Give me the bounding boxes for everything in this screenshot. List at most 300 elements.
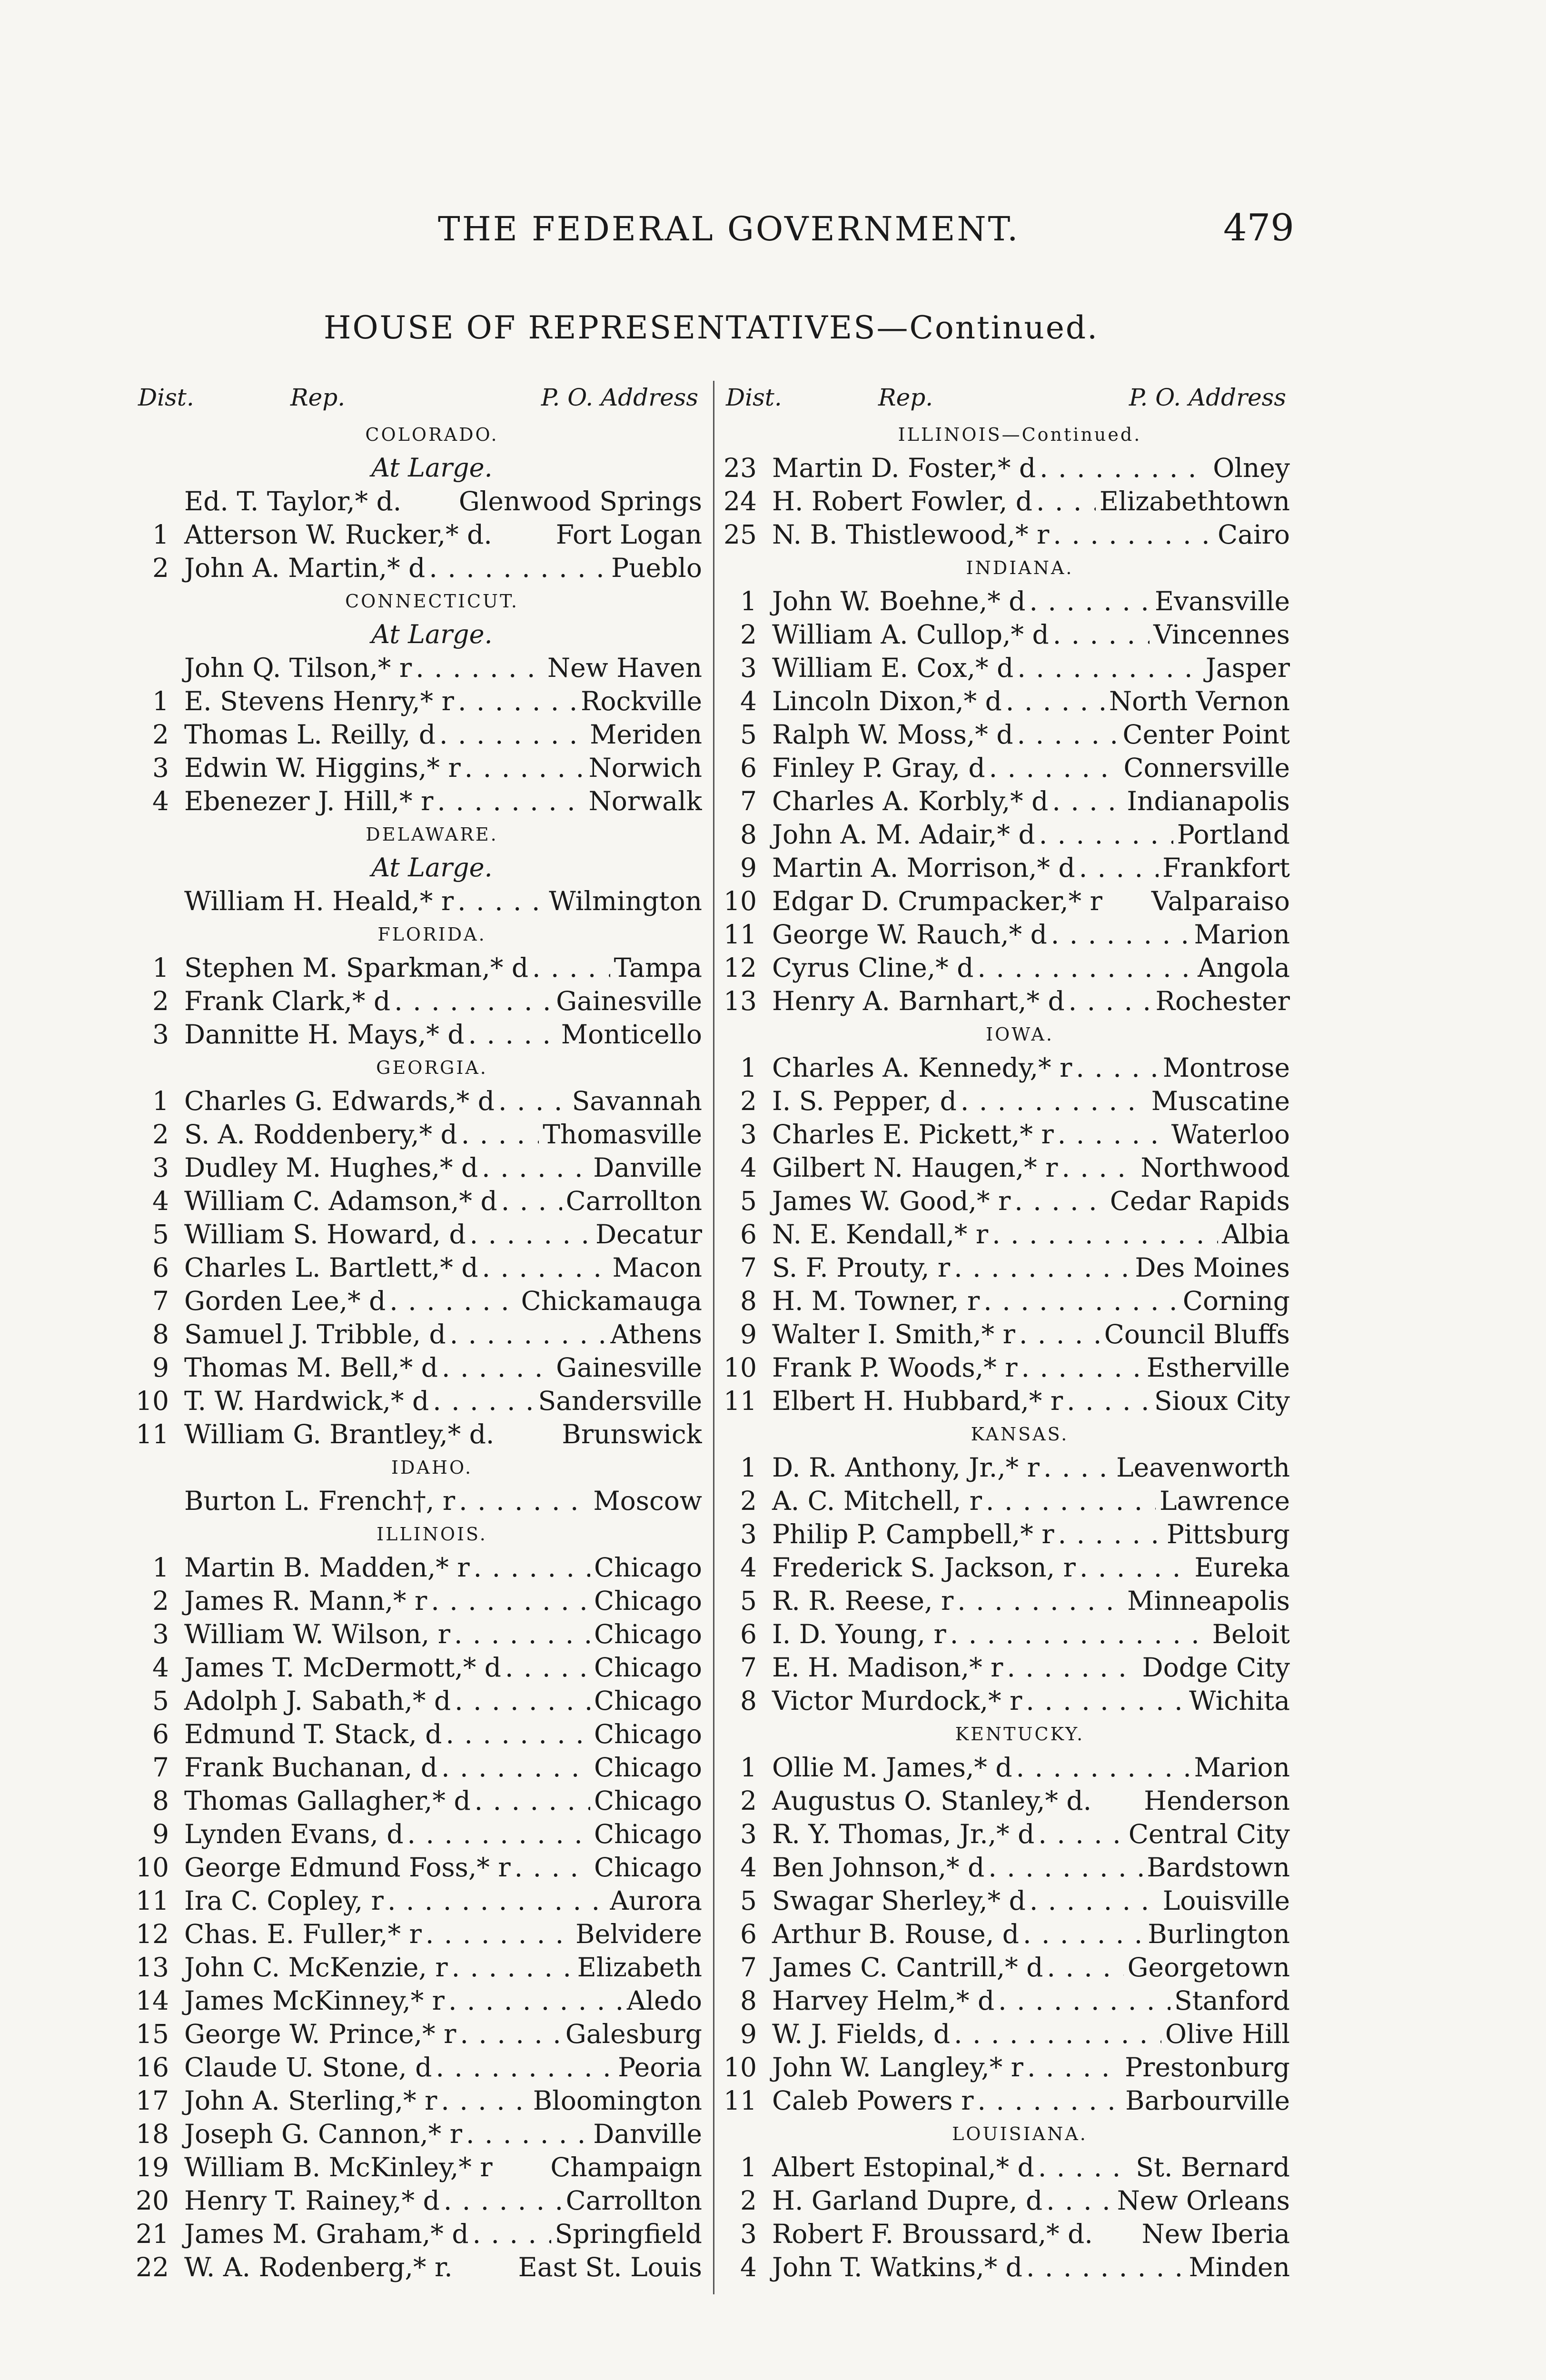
representative-row xyxy=(133,2217,702,2251)
representative-name: John A. Sterling,* r xyxy=(184,2085,437,2116)
representative-row xyxy=(721,2184,1290,2217)
representative-row xyxy=(133,984,702,1018)
representative-name: Elbert H. Hubbard,* r xyxy=(772,1386,1063,1416)
district-number: 12 xyxy=(723,952,757,983)
district-number: 11 xyxy=(723,919,757,950)
right-column xyxy=(721,381,1290,2284)
dot-leader xyxy=(1061,1151,1137,1184)
representative-row xyxy=(133,1118,702,1151)
spacer xyxy=(496,518,552,551)
representative-row xyxy=(721,618,1290,651)
post-office-address: Chicago xyxy=(594,1852,702,1883)
post-office-address: Marion xyxy=(1194,1752,1290,1783)
representative-name: William S. Howard, d xyxy=(184,1219,466,1250)
post-office-address: Danville xyxy=(593,1152,702,1183)
representative-row xyxy=(133,1717,702,1751)
dot-leader xyxy=(498,1084,568,1118)
post-office-address: Aurora xyxy=(610,1885,702,1916)
district-number: 12 xyxy=(136,1919,169,1949)
dot-leader xyxy=(1053,618,1150,651)
post-office-address: Monticello xyxy=(561,1019,702,1050)
post-office-address: Northwood xyxy=(1140,1152,1290,1183)
district-number: 8 xyxy=(740,1286,757,1316)
district-number: 3 xyxy=(740,1519,757,1549)
representative-row xyxy=(133,1318,702,1351)
representative-name: Burton L. French†, r xyxy=(184,1486,456,1516)
post-office-address: Leavenworth xyxy=(1116,1452,1290,1483)
representative-name: Atterson W. Rucker,* d. xyxy=(184,519,492,550)
dot-leader xyxy=(1006,684,1105,718)
dot-leader xyxy=(1053,518,1214,551)
representative-name: Frederick S. Jackson, r xyxy=(772,1552,1076,1583)
district-number: 22 xyxy=(136,2252,169,2282)
spacer xyxy=(1106,884,1148,918)
post-office-address: Rockville xyxy=(580,686,702,716)
district-number: 11 xyxy=(723,1386,757,1416)
representative-name: Ed. T. Taylor,* d. xyxy=(184,486,402,516)
representative-name: Martin D. Foster,* d xyxy=(772,453,1036,483)
district-number: 13 xyxy=(723,986,757,1016)
district-number: 8 xyxy=(740,1985,757,2016)
post-office-address: Chicago xyxy=(594,1719,702,1749)
representative-row xyxy=(133,2251,702,2284)
representative-name: Martin A. Morrison,* d xyxy=(772,853,1075,883)
dot-leader xyxy=(1051,918,1190,951)
dot-leader xyxy=(986,1484,1156,1517)
representative-row xyxy=(721,718,1290,751)
state-heading: KANSAS. xyxy=(971,1424,1069,1445)
district-number: 3 xyxy=(152,1019,169,1050)
district-number xyxy=(133,485,169,518)
dot-leader xyxy=(458,684,577,718)
post-office-address: Henderson xyxy=(1144,1785,1290,1816)
representative-row xyxy=(133,1817,702,1851)
representative-row xyxy=(133,1784,702,1817)
dot-leader xyxy=(1017,651,1202,684)
post-office-address: Minden xyxy=(1189,2252,1290,2282)
dot-leader xyxy=(1023,1917,1144,1951)
representative-row xyxy=(721,1151,1290,1184)
dot-leader xyxy=(1027,2051,1121,2084)
state-heading: DELAWARE. xyxy=(366,824,498,845)
post-office-address: Elizabeth xyxy=(577,1952,702,1983)
district-number: 4 xyxy=(740,1552,757,1583)
representative-name: Adolph J. Sabath,* d xyxy=(184,1686,451,1716)
representative-name: Thomas L. Reilly, d xyxy=(184,719,436,750)
post-office-address: Chickamauga xyxy=(521,1286,702,1316)
representative-row xyxy=(721,984,1290,1018)
representative-row xyxy=(721,485,1290,518)
representative-name: William E. Cox,* d xyxy=(772,653,1014,683)
post-office-address: Gainesville xyxy=(556,1352,702,1383)
district-number: 7 xyxy=(152,1286,169,1316)
post-office-address: Burlington xyxy=(1148,1919,1290,1949)
representative-row xyxy=(133,1984,702,2017)
post-office-address: Rochester xyxy=(1155,986,1290,1016)
district-number: 24 xyxy=(723,486,757,516)
representative-row xyxy=(721,518,1290,551)
post-office-address: Chicago xyxy=(594,1586,702,1616)
representative-name: W. A. Rodenberg,* r. xyxy=(184,2252,453,2282)
representative-name: Albert Estopinal,* d xyxy=(772,2152,1034,2182)
representative-name: I. D. Young, r xyxy=(772,1619,946,1649)
post-office-address: Savannah xyxy=(572,1086,702,1116)
post-office-address: Aledo xyxy=(626,1985,702,2016)
dot-leader xyxy=(1080,1551,1191,1584)
address-header: P. O. Address xyxy=(541,384,698,411)
district-number: 5 xyxy=(740,1885,757,1916)
representative-name: Stephen M. Sparkman,* d xyxy=(184,952,529,983)
representative-name: Dannitte H. Mays,* d xyxy=(184,1019,465,1050)
representative-name: Frank Buchanan, d xyxy=(184,1752,438,1783)
district-number: 1 xyxy=(152,1552,169,1583)
representative-name: W. J. Fields, d xyxy=(772,2019,951,2049)
post-office-address: Wichita xyxy=(1189,1686,1290,1716)
post-office-address: Vincennes xyxy=(1153,619,1290,650)
dot-leader xyxy=(1030,1884,1159,1917)
district-number: 2 xyxy=(740,2185,757,2216)
representative-row xyxy=(721,1617,1290,1651)
representative-row xyxy=(721,1351,1290,1384)
representative-name: D. R. Anthony, Jr.,* r xyxy=(772,1452,1040,1483)
representative-row xyxy=(133,884,702,918)
left-entries xyxy=(133,418,702,2284)
representative-row xyxy=(721,1051,1290,1084)
district-number: 2 xyxy=(740,619,757,650)
representative-row xyxy=(721,1218,1290,1251)
representative-name: John Q. Tilson,* r xyxy=(184,653,412,683)
dot-leader xyxy=(505,1651,590,1684)
post-office-address: Carrollton xyxy=(565,1186,702,1216)
district-number: 3 xyxy=(152,753,169,783)
representative-row xyxy=(133,1284,702,1318)
district-number: 1 xyxy=(740,586,757,616)
representative-name: Lynden Evans, d xyxy=(184,1819,404,1849)
district-number: 6 xyxy=(152,1719,169,1749)
representative-name: Finley P. Gray, d xyxy=(772,753,985,783)
dot-leader xyxy=(416,651,544,684)
district-number: 10 xyxy=(723,1352,757,1383)
dot-leader xyxy=(1026,2251,1185,2284)
representative-name: Edmund T. Stack, d xyxy=(184,1719,442,1749)
representative-name: Gilbert N. Haugen,* r xyxy=(772,1152,1058,1183)
representative-name: A. C. Mitchell, r xyxy=(772,1486,982,1516)
representative-name: George W. Prince,* r xyxy=(184,2019,456,2049)
state-heading: GEORGIA. xyxy=(376,1057,488,1078)
representative-name: John T. Watkins,* d xyxy=(772,2252,1022,2282)
representative-row xyxy=(133,1617,702,1651)
district-number: 3 xyxy=(740,1819,757,1849)
representative-row xyxy=(133,684,702,718)
post-office-address: Beloit xyxy=(1212,1619,1290,1649)
district-number: 2 xyxy=(740,1785,757,1816)
representative-name: Lincoln Dixon,* d xyxy=(772,686,1002,716)
column-divider xyxy=(713,381,714,2294)
representative-row xyxy=(721,1284,1290,1318)
running-head-title: THE FEDERAL GOVERNMENT. xyxy=(438,209,1020,248)
dot-leader xyxy=(394,984,552,1018)
representative-name: N. E. Kendall,* r xyxy=(772,1219,989,1250)
district-number: 2 xyxy=(740,1086,757,1116)
representative-name: Claude U. Stone, d xyxy=(184,2052,432,2082)
dot-leader xyxy=(501,1184,562,1218)
representative-name: Charles A. Kennedy,* r xyxy=(772,1052,1072,1083)
district-number: 2 xyxy=(740,1486,757,1516)
post-office-address: Chicago xyxy=(594,1686,702,1716)
district-number: 11 xyxy=(136,1885,169,1916)
post-office-address: Chicago xyxy=(594,1819,702,1849)
representative-name: H. M. Towner, r xyxy=(772,1286,980,1316)
representative-row xyxy=(721,651,1290,684)
post-office-address: Gainesville xyxy=(556,986,702,1016)
district-number: 6 xyxy=(152,1252,169,1283)
representative-name: Robert F. Broussard,* d. xyxy=(772,2219,1093,2249)
representative-row xyxy=(133,1351,702,1384)
left-column xyxy=(133,381,702,2284)
representative-row xyxy=(721,1917,1290,1951)
page-number: 479 xyxy=(1223,207,1294,249)
post-office-address: Chicago xyxy=(594,1619,702,1649)
dot-leader xyxy=(473,2217,551,2251)
post-office-address: East St. Louis xyxy=(518,2252,702,2282)
district-number: 11 xyxy=(723,2085,757,2116)
representative-row xyxy=(721,1484,1290,1517)
district-number: 3 xyxy=(740,1119,757,1150)
representative-name: John A. Martin,* d xyxy=(184,553,426,583)
dot-leader xyxy=(1067,1384,1150,1418)
dot-leader xyxy=(450,1318,607,1351)
post-office-address: Minneapolis xyxy=(1127,1586,1290,1616)
post-office-address: Champaign xyxy=(550,2152,702,2182)
post-office-address: Lawrence xyxy=(1159,1486,1290,1516)
district-number: 2 xyxy=(152,553,169,583)
post-office-address: Galesburg xyxy=(565,2019,702,2049)
dot-leader xyxy=(461,1118,539,1151)
state-heading: COLORADO. xyxy=(365,424,499,445)
post-office-address: New Haven xyxy=(547,653,702,683)
dot-leader xyxy=(954,2017,1161,2051)
district-number: 4 xyxy=(152,1652,169,1683)
dot-leader xyxy=(515,1851,590,1884)
district-number: 9 xyxy=(740,1319,757,1349)
district-number: 9 xyxy=(152,1819,169,1849)
dot-leader xyxy=(1058,1118,1168,1151)
dot-leader xyxy=(455,1684,590,1717)
spacer xyxy=(1097,2217,1138,2251)
representative-name: Edgar D. Crumpacker,* r xyxy=(772,886,1102,916)
dot-leader xyxy=(439,718,586,751)
district-number: 4 xyxy=(152,1186,169,1216)
dot-leader xyxy=(1021,1351,1143,1384)
representative-row xyxy=(133,651,702,684)
representative-name: E. Stevens Henry,* r xyxy=(184,686,454,716)
district-number: 14 xyxy=(136,1985,169,2016)
post-office-address: Bloomington xyxy=(533,2085,702,2116)
representative-row xyxy=(721,684,1290,718)
representative-row xyxy=(721,918,1290,951)
post-office-address: Meriden xyxy=(590,719,702,750)
representative-row xyxy=(721,1784,1290,1817)
post-office-address: Sioux City xyxy=(1154,1386,1290,1416)
district-number: 17 xyxy=(136,2085,169,2116)
post-office-address: Sandersville xyxy=(538,1386,702,1416)
representative-name: Henry T. Rainey,* d xyxy=(184,2185,440,2216)
representative-row xyxy=(133,1884,702,1917)
dot-leader xyxy=(459,1484,589,1517)
post-office-address: Chicago xyxy=(594,1552,702,1583)
representative-name: H. Robert Fowler, d xyxy=(772,486,1032,516)
representative-name: T. W. Hardwick,* d xyxy=(184,1386,429,1416)
representative-row xyxy=(721,585,1290,618)
representative-row xyxy=(721,818,1290,851)
representative-row xyxy=(133,951,702,984)
representative-name: William H. Heald,* r xyxy=(184,886,454,916)
district-number: 5 xyxy=(740,719,757,750)
representative-row xyxy=(721,784,1290,818)
representative-row xyxy=(721,1318,1290,1351)
representative-name: Dudley M. Hughes,* d xyxy=(184,1152,478,1183)
representative-name: John A. M. Adair,* d xyxy=(772,819,1035,850)
rep-header: Rep. xyxy=(290,384,346,411)
post-office-address: Angola xyxy=(1198,952,1290,983)
representative-row xyxy=(721,1751,1290,1784)
representative-row xyxy=(721,1884,1290,1917)
district-number: 10 xyxy=(723,886,757,916)
post-office-address: Cairo xyxy=(1218,519,1290,550)
representative-name: Caleb Powers r xyxy=(772,2085,974,2116)
district-number: 4 xyxy=(740,1852,757,1883)
representative-row xyxy=(133,1184,702,1218)
district-number: 8 xyxy=(740,819,757,850)
post-office-address: Center Point xyxy=(1122,719,1290,750)
representative-name: George Edmund Foss,* r xyxy=(184,1852,511,1883)
representative-row xyxy=(133,518,702,551)
district-number: 1 xyxy=(152,1086,169,1116)
post-office-address: Norwalk xyxy=(588,786,702,816)
district-number xyxy=(133,651,169,684)
dot-leader xyxy=(1043,1451,1112,1484)
dot-leader xyxy=(1017,718,1119,751)
post-office-address: Central City xyxy=(1128,1819,1290,1849)
post-office-address: Frankfort xyxy=(1162,853,1290,883)
dot-leader xyxy=(961,1084,1148,1118)
dot-leader xyxy=(465,751,585,784)
representative-row xyxy=(133,1551,702,1584)
district-number: 3 xyxy=(152,1619,169,1649)
dot-leader xyxy=(407,1817,590,1851)
representative-row xyxy=(721,1984,1290,2017)
dot-leader xyxy=(452,1951,574,1984)
district-number: 1 xyxy=(152,952,169,983)
representative-row xyxy=(721,1584,1290,1617)
post-office-address: Moscow xyxy=(593,1486,702,1516)
post-office-address: Prestonburg xyxy=(1125,2052,1290,2082)
post-office-address: Chicago xyxy=(594,1652,702,1683)
dot-leader xyxy=(1040,451,1209,485)
post-office-address: Jasper xyxy=(1205,653,1290,683)
post-office-address: Council Bluffs xyxy=(1104,1319,1290,1349)
representative-row xyxy=(133,2051,702,2084)
district-number: 6 xyxy=(740,753,757,783)
district-number: 5 xyxy=(152,1219,169,1250)
post-office-address: Muscatine xyxy=(1151,1086,1290,1116)
dot-leader xyxy=(532,951,610,984)
representative-row xyxy=(721,1084,1290,1118)
right-entries xyxy=(721,418,1290,2284)
district-number: 8 xyxy=(152,1319,169,1349)
post-office-address: Fort Logan xyxy=(555,519,702,550)
representative-row xyxy=(133,1151,702,1184)
dot-leader xyxy=(474,1551,590,1584)
dot-leader xyxy=(441,2084,529,2117)
representative-name: Charles E. Pickett,* r xyxy=(772,1119,1054,1150)
district-number: 10 xyxy=(723,2052,757,2082)
state-heading: IDAHO. xyxy=(391,1457,473,1478)
representative-name: Thomas Gallagher,* d xyxy=(184,1785,471,1816)
dot-leader xyxy=(1016,1751,1190,1784)
representative-name: William A. Cullop,* d xyxy=(772,619,1049,650)
representative-name: William W. Wilson, r xyxy=(184,1619,450,1649)
district-number: 6 xyxy=(740,1919,757,1949)
representative-row xyxy=(133,1684,702,1717)
representative-name: William B. McKinley,* r xyxy=(184,2152,493,2182)
district-number: 9 xyxy=(152,1352,169,1383)
post-office-address: Olney xyxy=(1213,453,1290,483)
representative-name: R. R. Reese, r xyxy=(772,1586,954,1616)
representative-row xyxy=(721,751,1290,784)
representative-row xyxy=(133,485,702,518)
district-number: 4 xyxy=(152,786,169,816)
district-number: 6 xyxy=(740,1619,757,1649)
post-office-address: Cedar Rapids xyxy=(1110,1186,1290,1216)
dot-leader xyxy=(431,1584,590,1617)
post-office-address: Chicago xyxy=(594,1752,702,1783)
district-number: 19 xyxy=(136,2152,169,2182)
dot-leader xyxy=(1058,1517,1163,1551)
dot-leader xyxy=(950,1617,1209,1651)
district-number: 13 xyxy=(136,1952,169,1983)
representative-name: Ollie M. James,* d xyxy=(772,1752,1012,1783)
district-number: 3 xyxy=(152,1152,169,1183)
representative-name: H. Garland Dupre, d xyxy=(772,2185,1043,2216)
representative-row xyxy=(133,1418,702,1451)
spacer xyxy=(498,1418,558,1451)
representative-row xyxy=(721,2051,1290,2084)
post-office-address: Elizabethtown xyxy=(1099,486,1290,516)
representative-row xyxy=(721,1184,1290,1218)
spacer xyxy=(405,485,455,518)
representative-name: Harvey Helm,* d xyxy=(772,1985,995,2016)
post-office-address: Barbourville xyxy=(1125,2085,1290,2116)
representative-name: James W. Good,* r xyxy=(772,1186,1011,1216)
district-number: 2 xyxy=(152,986,169,1016)
representative-name: William G. Brantley,* d. xyxy=(184,1419,495,1449)
post-office-address: Carrollton xyxy=(565,2185,702,2216)
representative-row xyxy=(133,1917,702,1951)
rep-header: Rep. xyxy=(878,384,933,411)
representative-row xyxy=(721,2017,1290,2051)
representative-row xyxy=(721,1684,1290,1717)
post-office-address: Georgetown xyxy=(1127,1952,1290,1983)
dot-leader xyxy=(954,1251,1131,1284)
dot-leader xyxy=(444,2184,562,2217)
district-number: 5 xyxy=(740,1586,757,1616)
representative-name: Henry A. Barnhart,* d xyxy=(772,986,1065,1016)
district-number: 2 xyxy=(152,719,169,750)
post-office-address: Louisville xyxy=(1162,1885,1290,1916)
representative-row xyxy=(133,1851,702,1884)
address-header: P. O. Address xyxy=(1129,384,1286,411)
